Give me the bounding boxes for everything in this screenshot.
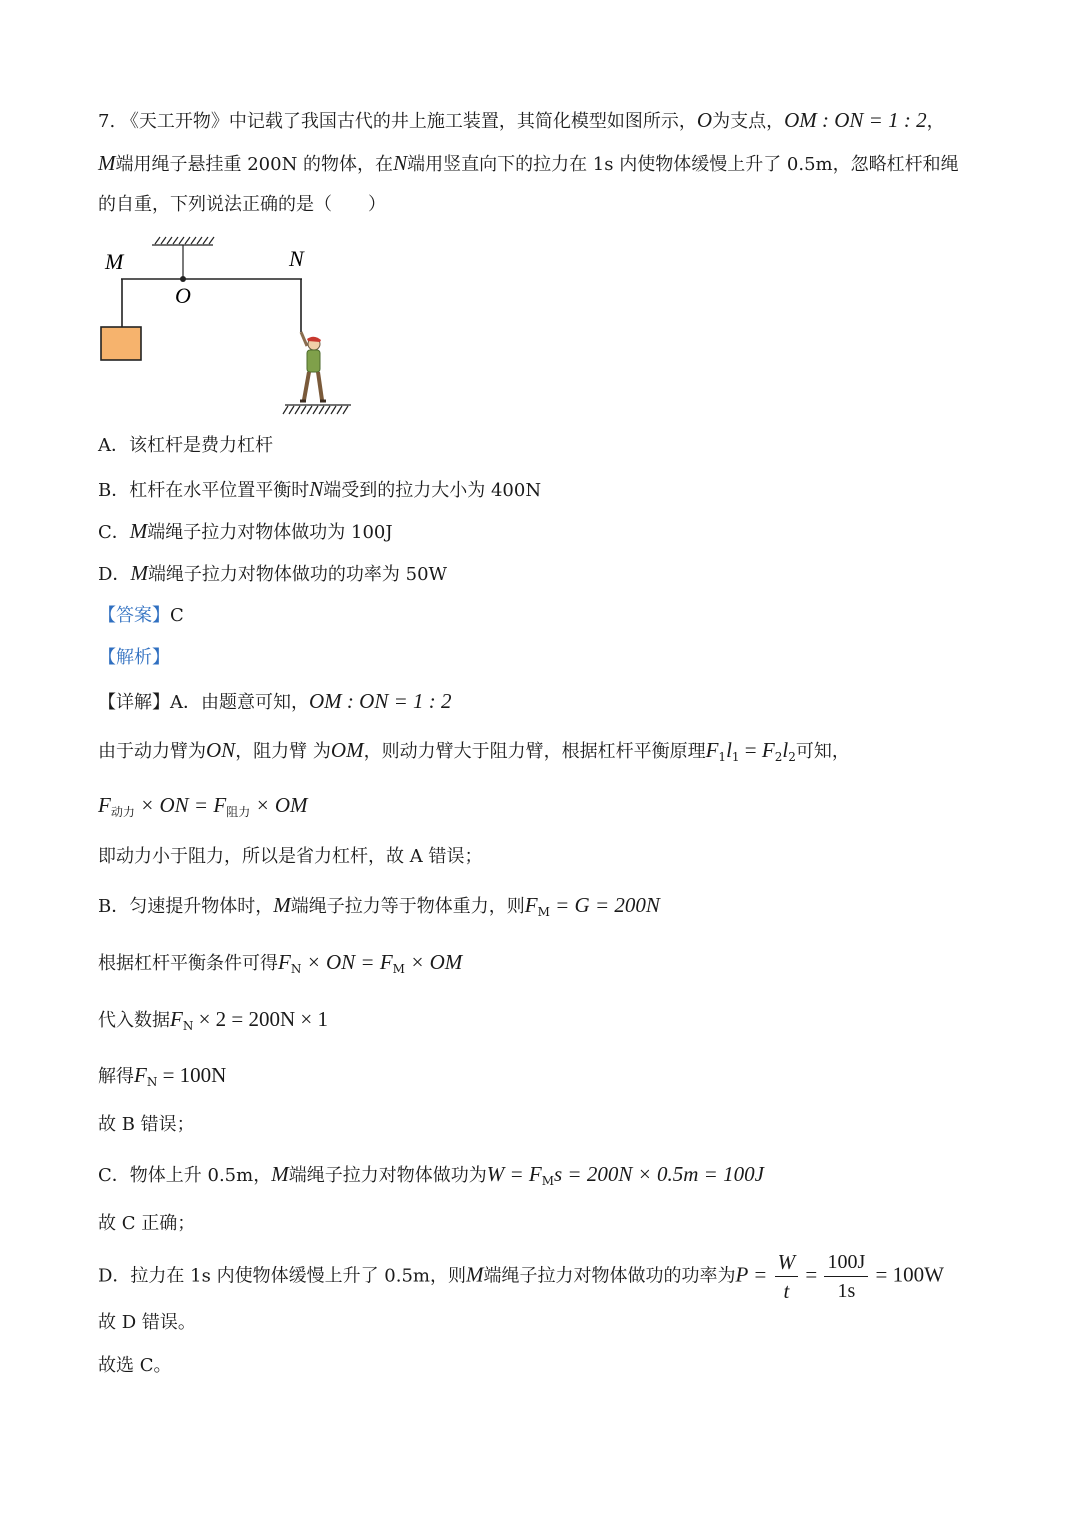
detail-d-line-1: D．拉力在 1s 内使物体缓慢上升了 0.5m，则M端绳子拉力对物体做功的功率为P = $\frac{W}{t}$ = $\frac{100J}{1s}$ = 100W — [98, 1250, 944, 1303]
detail-b-line-1: B．匀速提升物体时，M端绳子拉力等于物体重力，则$F_M = G = 200N$ — [98, 893, 660, 919]
detail-a-line-4: 即动力小于阻力，所以是省力杠杆，故 A 错误； — [98, 846, 483, 867]
question-line-3: 的自重，下列说法正确的是（ ） — [98, 194, 386, 215]
detail-b-line-2: 根据杠杆平衡条件可得$F_N$ × ON = $F_M$ × OM — [98, 950, 463, 976]
answer-value: C — [170, 605, 184, 626]
option-d: D．M端绳子拉力对物体做功的功率为 50W — [98, 561, 448, 585]
answer-label: 【答案】 — [98, 605, 170, 626]
fraction-w-over-t: $\frac{W}{t}$ — [775, 1248, 799, 1305]
detail-b-line-5: 故 B 错误； — [98, 1114, 195, 1135]
fulcrum-point — [180, 276, 186, 282]
question-line-1: 7. 《天工开物》中记载了我国古代的井上施工装置，其简化模型如图所示，O为支点，OM : ON = 1 : 2， — [98, 108, 945, 132]
ceiling-support — [152, 237, 214, 278]
detail-c-line-1: C．物体上升 0.5m，M端绳子拉力对物体做功为$W = F_Ms = 200N \times 0.5m = 100J$ — [98, 1162, 764, 1188]
analysis-heading: 【解析】 — [98, 647, 170, 668]
detail-a-line-1: 【详解】A．由题意可知，OM : ON = 1 : 2 — [98, 689, 452, 713]
option-c: C．M端绳子拉力对物体做功为 100J — [98, 519, 393, 543]
option-a: A．该杠杆是费力杠杆 — [98, 435, 273, 456]
detail-a-line-2: 由于动力臂为ON，阻力臂 为OM，则动力臂大于阻力臂，根据杠杆平衡原理$F_1l_1 = F_2l_2$可知， — [98, 738, 850, 764]
detail-b-line-3: 代入数据$F_N \times 2 = 200N \times 1$ — [98, 1007, 329, 1033]
fraction-100j-over-1s: $\frac{100J}{1s}$ — [824, 1248, 868, 1305]
ratio-math: OM : ON = 1 : 2 — [784, 108, 927, 132]
detail-b-line-4: 解得$F_N = 100N$ — [98, 1063, 227, 1089]
detail-d-line-2: 故 D 错误。 — [98, 1312, 196, 1333]
ground — [283, 405, 351, 414]
final-answer: 故选 C。 — [98, 1355, 172, 1376]
question-line-2: M端用绳子悬挂重 200N 的物体，在N端用竖直向下的拉力在 1s 内使物体缓慢上升了 0.5m，忽略杠杆和绳 — [98, 151, 959, 175]
detail-a-line-3: $F_{动力}$ × ON = $F_{阻力}$ × OM — [98, 793, 308, 819]
question-number: 7. — [98, 111, 116, 132]
label-N: N — [289, 246, 304, 271]
weight-box — [101, 327, 141, 360]
lever-figure — [95, 228, 365, 423]
label-M: M — [105, 249, 124, 274]
detail-c-line-2: 故 C 正确； — [98, 1213, 196, 1234]
option-b: B．杠杆在水平位置平衡时N端受到的拉力大小为 400N — [98, 477, 542, 501]
answer — [98, 604, 184, 628]
person-pulling — [300, 332, 326, 401]
label-O: O — [175, 283, 191, 308]
